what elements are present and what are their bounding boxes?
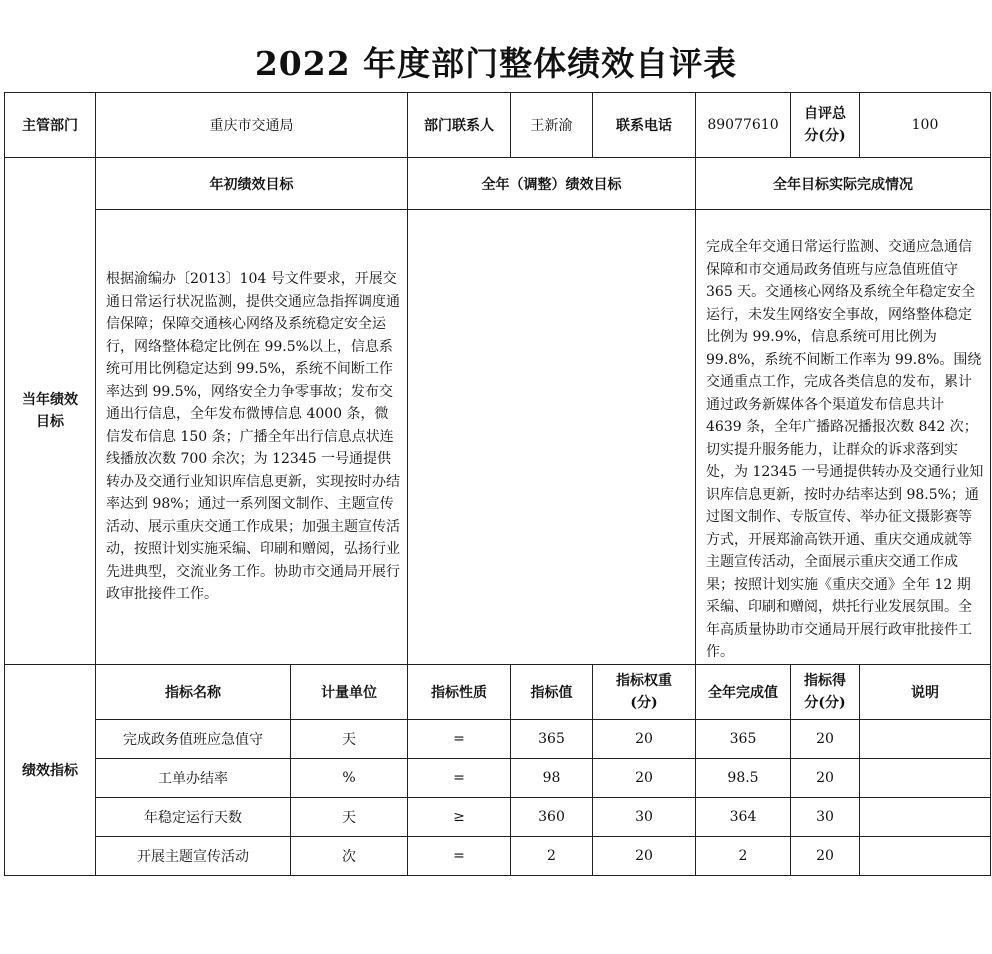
metric-nature: =: [408, 719, 511, 758]
metric-name: 工单办结率: [96, 758, 291, 797]
metric-weight: 30: [593, 797, 696, 836]
col-score-line1: 指标得: [804, 672, 846, 689]
table-row: [5, 758, 991, 797]
metric-target: 360: [511, 797, 593, 836]
metric-target: 2: [511, 836, 593, 875]
col-actual: 全年完成值: [696, 664, 791, 719]
metric-actual: 365: [696, 719, 791, 758]
metrics-section-label: 绩效指标: [5, 664, 96, 875]
score-label-line2: 分(分): [804, 128, 846, 144]
metric-name: 年稳定运行天数: [96, 797, 291, 836]
table-row: [5, 719, 991, 758]
performance-table: [4, 92, 991, 876]
metric-note: [860, 836, 991, 875]
metric-weight: 20: [593, 758, 696, 797]
col-adjusted-goal: 全年（调整）绩效目标: [408, 158, 696, 210]
metric-score: 30: [791, 797, 860, 836]
metric-name: 完成政务值班应急值守: [96, 719, 291, 758]
goals-section-label: [5, 158, 96, 665]
metric-unit: 天: [291, 797, 408, 836]
col-metric-name: 指标名称: [96, 664, 291, 719]
metric-target: 98: [511, 758, 593, 797]
col-initial-goal: 年初绩效目标: [96, 158, 408, 210]
goals-body-row: [5, 210, 991, 665]
phone-value: 89077610: [696, 93, 791, 158]
col-unit: 计量单位: [291, 664, 408, 719]
col-weight: [593, 664, 696, 719]
dept-label: 主管部门: [5, 93, 96, 158]
metric-score: 20: [791, 758, 860, 797]
metric-score: 20: [791, 836, 860, 875]
goals-label-line1: 当年绩效: [22, 391, 78, 408]
metric-actual: 2: [696, 836, 791, 875]
table-row: [5, 797, 991, 836]
dept-value: 重庆市交通局: [96, 93, 408, 158]
col-note: 说明: [860, 664, 991, 719]
adjusted-goal-text: [408, 210, 696, 665]
col-weight-line1: 指标权重: [616, 672, 672, 689]
col-actual-completion: 全年目标实际完成情况: [696, 158, 991, 210]
contact-label: 部门联系人: [408, 93, 511, 158]
metric-actual: 98.5: [696, 758, 791, 797]
col-nature: 指标性质: [408, 664, 511, 719]
metric-unit: 次: [291, 836, 408, 875]
metric-weight: 20: [593, 719, 696, 758]
metric-weight: 20: [593, 836, 696, 875]
table-row: [5, 836, 991, 875]
initial-goal-text: 根据渝编办〔2013〕104 号文件要求，开展交通日常运行状况监测，提供交通应急指挥调度通信保障；保障交通核心网络及系统稳定安全运行，网络整体稳定比例在 99.5%以上，信息系统可用比例稳定达到 99.5%，系统不间断工作率达到 99.5%，网络安全力争零事故；发布交通出行信息，全年发布微博信息 4000 条，微信发布信息 150 条；广播全年出行信息点状连线播放次数 700 余次；为 12345 一号通提供转办及交通行业知识库信息更新，实现按时办结率达到 98%；通过一系列图文制作、主题宣传活动、展示重庆交通工作成果；加强主题宣传活动，按照计划实施采编、印刷和赠阅，弘扬行业先进典型，交流业务工作。协助市交通局开展行政审批接件工作。: [96, 210, 408, 665]
metrics-header-row: [5, 664, 991, 719]
header-row: [5, 93, 991, 158]
col-score-line2: 分(分): [804, 694, 846, 711]
metric-nature: ≥: [408, 797, 511, 836]
metric-note: [860, 758, 991, 797]
metric-note: [860, 797, 991, 836]
phone-label: 联系电话: [593, 93, 696, 158]
actual-completion-text: 完成全年交通日常运行监测、交通应急通信保障和市交通局政务值班与应急值班值守 365 天。交通核心网络及系统全年稳定安全运行，未发生网络安全事故，网络整体稳定比例为 99.9%，信息系统可用比例为 99.8%，系统不间断工作率为 99.8%。围绕交通重点工作，完成各类信息的发布，累计通过政务新媒体各个渠道发布信息共计 4639 条，全年广播路况播报次数 842 次；切实提升服务能力，让群众的诉求落到实处，为 12345 一号通提供转办及交通行业知识库信息更新，按时办结率达到 98.5%；通过图文制作、专版宣传、举办征文摄影赛等方式，开展郑渝高铁开通、重庆交通成就等主题宣传活动，全面展示重庆交通工作成果；按照计划实施《重庆交通》全年 12 期采编、印刷和赠阅，烘托行业发展氛围。全年高质量协助市交通局开展行政审批接件工作。: [696, 210, 991, 665]
metric-unit: %: [291, 758, 408, 797]
metric-target: 365: [511, 719, 593, 758]
metric-unit: 天: [291, 719, 408, 758]
score-value: 100: [860, 93, 991, 158]
goals-label-line2: 目标: [36, 413, 64, 430]
goals-header-row: [5, 158, 991, 210]
col-score: [791, 664, 860, 719]
metric-score: 20: [791, 719, 860, 758]
metric-nature: =: [408, 758, 511, 797]
metric-note: [860, 719, 991, 758]
metric-name: 开展主题宣传活动: [96, 836, 291, 875]
col-target: 指标值: [511, 664, 593, 719]
score-label-line1: 自评总: [804, 106, 846, 122]
score-label: [791, 93, 860, 158]
contact-value: 王新渝: [511, 93, 593, 158]
metric-actual: 364: [696, 797, 791, 836]
col-weight-line2: (分): [630, 694, 658, 711]
page-title: 2022 年度部门整体绩效自评表: [254, 44, 738, 83]
metric-nature: =: [408, 836, 511, 875]
